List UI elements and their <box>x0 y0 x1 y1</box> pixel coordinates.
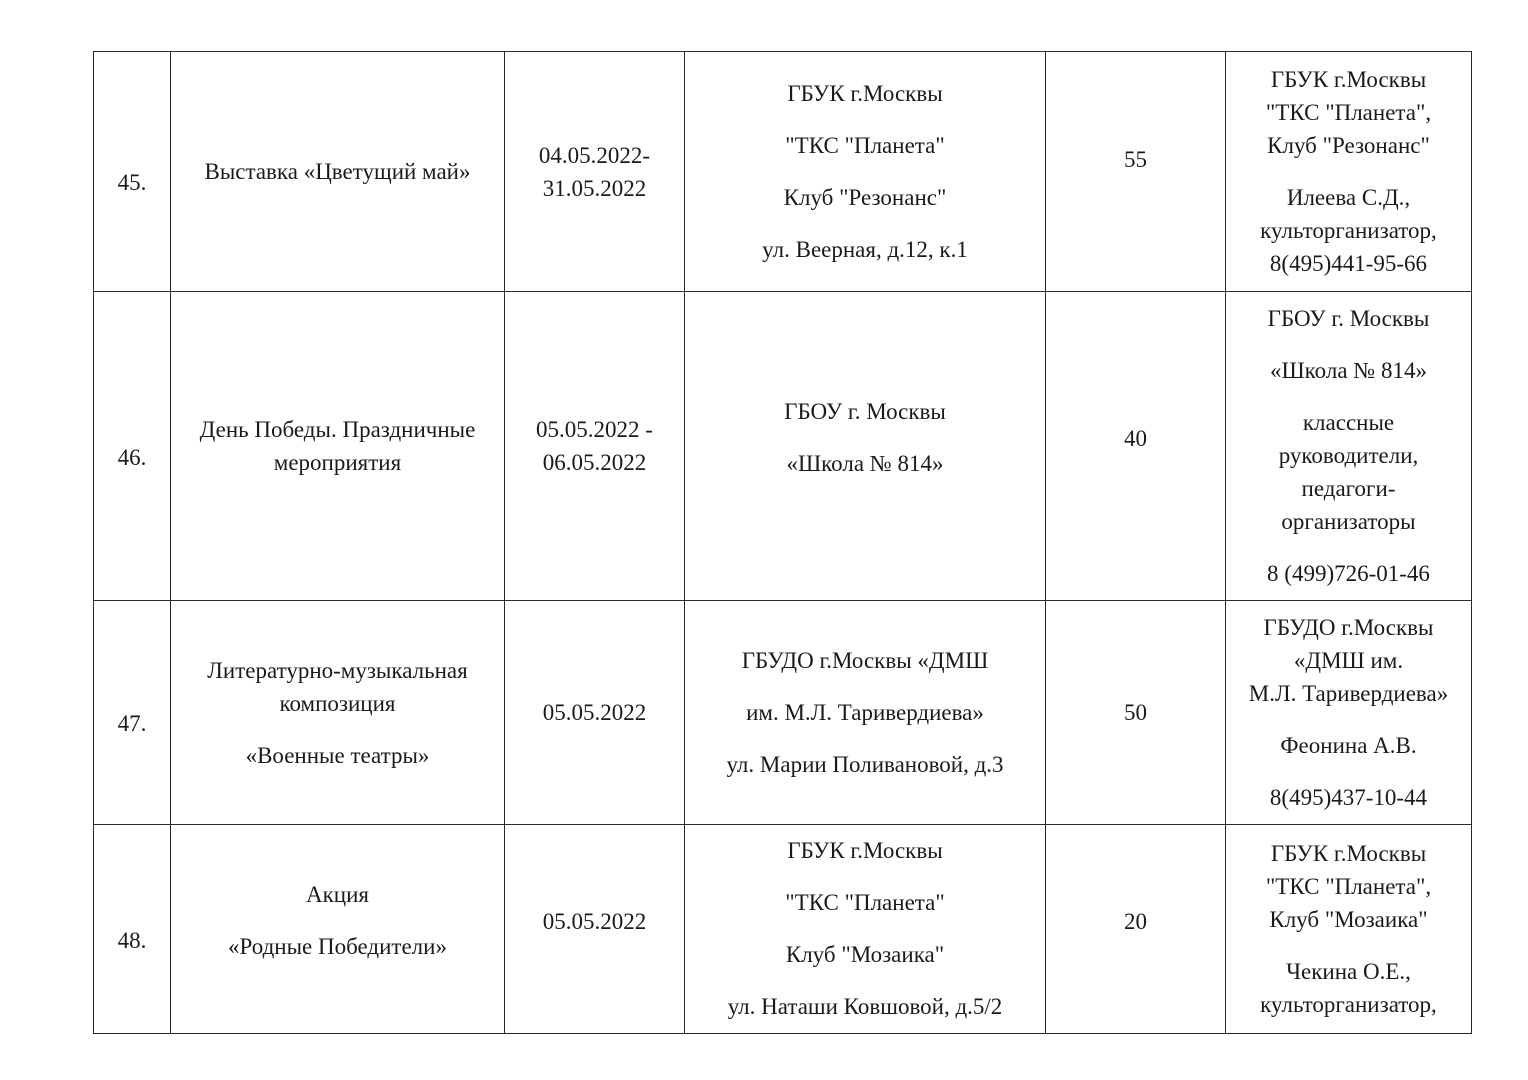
event-name: Выставка «Цветущий май» <box>204 159 471 184</box>
event-name: День Победы. Праздничные <box>199 417 476 442</box>
participants-count: 40 <box>1124 425 1147 451</box>
organizer-cell <box>1226 52 1472 292</box>
venue-school: «Школа № 814» <box>786 451 944 476</box>
organizer-phone: 8 (499)726-01-46 <box>1267 561 1430 586</box>
date-start: 05.05.2022 - <box>536 417 653 442</box>
event-cell <box>171 825 505 1034</box>
dates-cell <box>505 601 685 825</box>
dates-cell <box>505 825 685 1034</box>
table-row <box>94 52 1472 292</box>
participants-cell <box>1046 52 1226 292</box>
venue-address: ул. Наташи Ковшовой, д.5/2 <box>727 994 1003 1019</box>
participants-cell <box>1046 825 1226 1034</box>
organizer-role-line: руководители, <box>1278 443 1419 468</box>
organizer-org-line: Клуб "Резонанс" <box>1267 133 1430 158</box>
dates-cell <box>505 52 685 292</box>
row-number-cell <box>94 52 171 292</box>
date-end: 06.05.2022 <box>542 450 647 475</box>
date-end: 31.05.2022 <box>542 175 647 201</box>
date-start: 04.05.2022- <box>538 142 651 168</box>
organizer-contact-line: Чекина О.Е., <box>1286 959 1411 984</box>
row-number: 48. <box>117 927 147 953</box>
venue-org: ГБУДО г.Москвы «ДМШ <box>741 647 989 673</box>
table-row <box>94 825 1472 1034</box>
organizer-org-line: "ТКС "Планета", <box>1265 874 1432 899</box>
participants-count: 55 <box>1124 147 1147 172</box>
venue-address: ул. Веерная, д.12, к.1 <box>762 236 968 262</box>
participants-cell <box>1046 292 1226 601</box>
organizer-org-line: ГБОУ г. Москвы <box>1267 306 1430 331</box>
date-single: 05.05.2022 <box>542 700 647 725</box>
event-cell <box>171 52 505 292</box>
event-name: композиция <box>279 690 396 716</box>
event-title: «Родные Победители» <box>228 934 447 959</box>
participants-cell <box>1046 601 1226 825</box>
venue-complex: "ТКС "Планета" <box>785 890 945 915</box>
organizer-org-line: Клуб "Мозаика" <box>1269 907 1428 932</box>
venue-club: Клуб "Резонанс" <box>783 184 947 210</box>
participants-count: 20 <box>1124 908 1147 934</box>
venue-school: им. М.Л. Таривердиева» <box>746 699 984 725</box>
organizer-cell <box>1226 601 1472 825</box>
venue-org: ГБУК г.Москвы <box>787 80 943 106</box>
organizer-phone: 8(495)441-95-66 <box>1269 251 1428 276</box>
event-title: «Военные театры» <box>245 742 430 768</box>
venue-club: Клуб "Мозаика" <box>785 942 945 967</box>
date-single: 05.05.2022 <box>542 908 647 934</box>
venue-cell <box>685 825 1046 1034</box>
row-number: 46. <box>117 444 147 470</box>
row-number-cell <box>94 601 171 825</box>
event-cell <box>171 601 505 825</box>
organizer-role-line: классные <box>1302 410 1395 435</box>
organizer-phone: 8(495)437-10-44 <box>1269 785 1428 810</box>
organizer-role-line: организаторы <box>1281 509 1416 534</box>
event-name: Литературно-музыкальная <box>207 657 468 683</box>
organizer-org-line: «Школа № 814» <box>1269 358 1428 383</box>
organizer-contact-line: культорганизатор, <box>1260 992 1437 1017</box>
organizer-org-line: "ТКС "Планета", <box>1265 100 1432 125</box>
table-row <box>94 601 1472 825</box>
event-name: Акция <box>306 882 369 907</box>
organizer-org-line: М.Л. Таривердиева» <box>1248 681 1449 706</box>
organizer-org-line: ГБУК г.Москвы <box>1270 67 1427 92</box>
event-cell <box>171 292 505 601</box>
organizer-cell <box>1226 825 1472 1034</box>
venue-complex: "ТКС "Планета" <box>785 132 945 158</box>
organizer-cell <box>1226 292 1472 601</box>
row-number: 45. <box>117 170 147 195</box>
dates-cell <box>505 292 685 601</box>
venue-cell <box>685 52 1046 292</box>
organizer-role-line: педагоги- <box>1301 476 1396 501</box>
events-table <box>93 51 1472 1034</box>
event-name: мероприятия <box>273 450 402 475</box>
table-row <box>94 292 1472 601</box>
venue-cell <box>685 292 1046 601</box>
organizer-contact-line: Илеева С.Д., <box>1286 185 1411 210</box>
organizer-org-line: «ДМШ им. <box>1293 648 1404 673</box>
organizer-org-line: ГБУДО г.Москвы <box>1263 615 1434 640</box>
organizer-person: Феонина А.В. <box>1280 733 1417 758</box>
venue-org: ГБОУ г. Москвы <box>784 399 946 424</box>
venue-cell <box>685 601 1046 825</box>
row-number-cell <box>94 292 171 601</box>
participants-count: 50 <box>1124 700 1147 725</box>
organizer-org-line: ГБУК г.Москвы <box>1270 841 1427 866</box>
row-number: 47. <box>117 711 147 736</box>
venue-address: ул. Марии Поливановой, д.3 <box>726 751 1004 777</box>
venue-org: ГБУК г.Москвы <box>787 838 943 863</box>
row-number-cell <box>94 825 171 1034</box>
organizer-contact-line: культорганизатор, <box>1260 218 1437 243</box>
